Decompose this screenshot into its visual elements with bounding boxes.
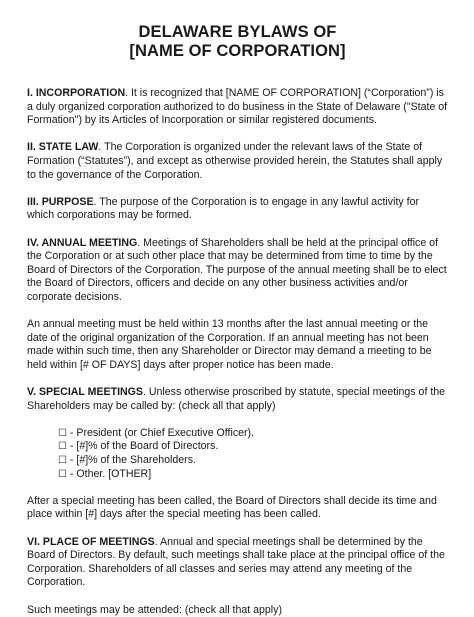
section-text: . Meetings of Shareholders shall be held at the principal office of the Corporation or at such other place that may be determined from time to time by the Board of Directors of the Corporation. The purpose of the annual meeting shall be to elect the Board of Directors, officers and decide on any other business activities and/or corporate decisions. <box>27 236 447 303</box>
paragraph-text: After a special meeting has been called, the Board of Directors shall decide its time and place within [#] days after the special meeting has been called. <box>27 494 437 521</box>
document-body <box>27 87 448 617</box>
section-heading: IV. ANNUAL MEETING <box>27 236 138 249</box>
section-heading: VI. PLACE OF MEETINGS <box>27 535 155 548</box>
section-text: An annual meeting must be held within 13 months after the last annual meeting or the date of the original organization of the Corporation. If an annual meeting has not been made within such time, then any Shareholder or Director may demand a meeting to be held within [# OF DAYS] days after proper notice has been made. <box>27 318 432 371</box>
section-incorporation <box>27 87 448 128</box>
section-heading: III. PURPOSE <box>27 195 94 208</box>
checklist-item[interactable] <box>58 468 448 482</box>
section-state-law <box>27 141 448 182</box>
checklist-label: - President (or Chief Executive Officer). <box>69 426 255 439</box>
paragraph-text: Such meetings may be attended: (check all that apply) <box>27 603 282 616</box>
section-text: . The purpose of the Corporation is to engage in any lawful activity for which corporations may be formed. <box>27 195 419 222</box>
section-purpose <box>27 196 448 223</box>
checkbox-icon[interactable]: ☐ <box>58 441 67 453</box>
title-line-2: [NAME OF CORPORATION] <box>129 42 346 60</box>
title-line-1: DELAWARE BYLAWS OF <box>138 23 337 41</box>
document-title <box>27 0 448 61</box>
section-annual-meeting <box>27 237 448 305</box>
attended-paragraph <box>27 604 448 617</box>
special-meeting-after-called <box>27 495 448 522</box>
section-heading: II. STATE LAW <box>27 141 99 154</box>
section-place-of-meetings <box>27 536 448 590</box>
checkbox-icon[interactable]: ☐ <box>58 468 67 480</box>
special-meeting-checklist <box>58 427 448 481</box>
annual-meeting-paragraph <box>27 318 448 372</box>
checklist-item[interactable] <box>58 454 448 468</box>
section-text: . It is recognized that [NAME OF CORPORATION] (“Corporation”) is a duly organized corporation authorized to do business in the State of Delaware ("State of Formation") by its Articles of Incorporation or similar registered documents. <box>27 87 448 127</box>
section-heading: V. SPECIAL MEETINGS <box>27 386 143 399</box>
section-heading: I. INCORPORATION <box>27 87 126 99</box>
checklist-item[interactable] <box>58 440 448 454</box>
section-text: . Unless otherwise proscribed by statute, special meetings of the Shareholders may be called by: (check all that apply) <box>27 386 446 412</box>
checklist-label: - [#]% of the Shareholders. <box>69 454 196 467</box>
checklist-label: - [#]% of the Board of Directors. <box>69 440 219 453</box>
checklist-item[interactable] <box>58 427 448 441</box>
section-special-meetings <box>27 386 448 413</box>
checklist-label: - Other. [OTHER] <box>69 467 152 480</box>
section-text: . Annual and special meetings shall be determined by the Board of Directors. By default, such meetings shall take place at the principal office of the Corporation. Shareholders of all classes and series may attend any meeting of the Corporation. <box>27 535 445 589</box>
checkbox-icon[interactable]: ☐ <box>58 427 67 439</box>
section-text: . The Corporation is organized under the relevant laws of the State of Formation (“Statutes”), and except as otherwise provided herein, the Statutes shall apply to the governance of the Corporation. <box>27 141 443 181</box>
checkbox-icon[interactable]: ☐ <box>58 455 67 467</box>
